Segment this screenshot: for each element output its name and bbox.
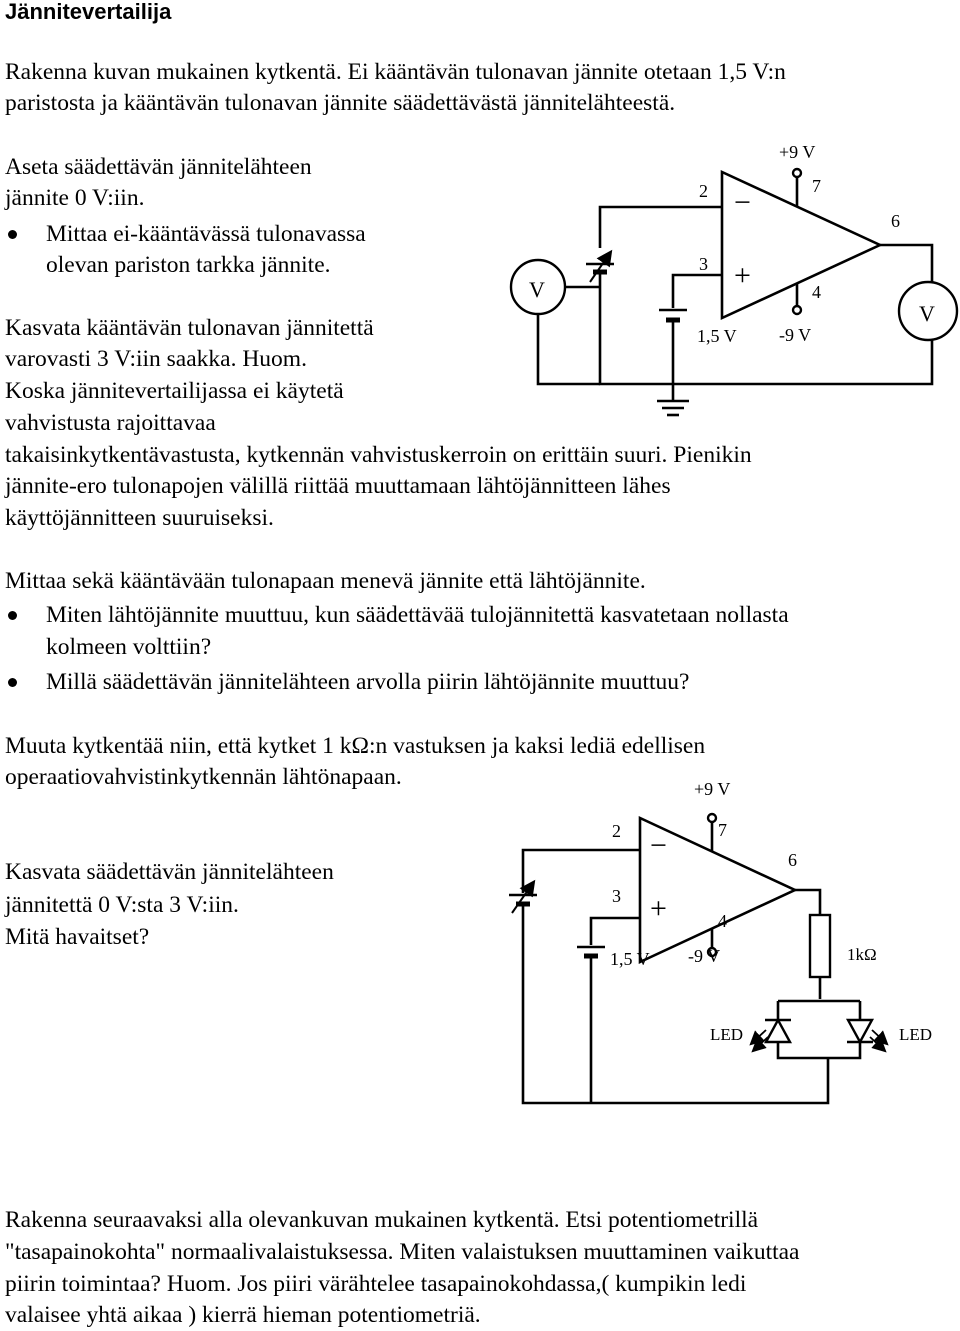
inverting-sign: − <box>650 829 667 862</box>
noninverting-sign: + <box>734 259 751 292</box>
pin7-label: 7 <box>812 176 821 196</box>
step1-line-1: Aseta säädettävän jännitelähteen <box>5 154 312 180</box>
comparator-circuit-1 <box>511 142 957 415</box>
return-wire <box>600 272 932 384</box>
step2-line-6: jännite-ero tulonapojen välillä riittää muuttamaan lähtöjännitteen lähes <box>5 473 671 499</box>
step5-line-1: Kasvata säädettävän jännitelähteen <box>5 859 334 885</box>
step6-line-4: valaisee yhtä aikaa ) kierrä hieman potentiometriä. <box>5 1302 481 1328</box>
page-title: Jännitevertailija <box>5 0 172 24</box>
bullet2-line-2: kolmeen volttiin? <box>46 634 212 660</box>
battery-label: 1,5 V <box>697 326 737 346</box>
bullet3-line: Millä säädettävän jännitelähteen arvolla piirin lähtöjännite muuttuu? <box>46 669 690 695</box>
step6-line-2: "tasapainokohta" normaalivalaistuksessa. Miten valaistuksen muuttaminen vaikuttaa <box>5 1239 800 1265</box>
voltmeter-input-wire-b <box>538 314 600 384</box>
supply-pos-terminal <box>793 169 801 177</box>
pin6-label: 6 <box>788 850 797 870</box>
return-wire <box>523 904 828 1103</box>
step2-line-4: vahvistusta rajoittavaa <box>5 410 216 436</box>
resistor <box>810 915 830 977</box>
pin2-label: 2 <box>612 821 621 841</box>
supply-neg-terminal <box>793 306 801 314</box>
step6-line-1: Rakenna seuraavaksi alla olevankuvan mukainen kytkentä. Etsi potentiometrillä <box>5 1207 759 1233</box>
bullet1-line-1: Mittaa ei-kääntävässä tulonavassa <box>46 221 366 247</box>
step4-line-2: operaatiovahvistinkytkennän lähtönapaan. <box>5 764 402 790</box>
pin4-label: 4 <box>718 911 727 931</box>
step2-line-1: Kasvata kääntävän tulonavan jännitettä <box>5 315 374 341</box>
pin6-label: 6 <box>891 211 900 231</box>
led-right-label: LED <box>899 1025 933 1044</box>
bullet2-line-1: Miten lähtöjännite muuttuu, kun säädettävää tulojännitettä kasvatetaan nollasta <box>46 602 789 628</box>
intro-line-2: paristosta ja kääntävän tulonavan jännite säädettävästä jännitelähteestä. <box>5 90 676 116</box>
output-wire <box>795 890 820 915</box>
noninverting-sign: + <box>650 892 667 925</box>
step5-line-3: Mitä havaitset? <box>5 924 150 950</box>
comparator-circuit-2 <box>509 779 932 1103</box>
pin7-label: 7 <box>718 820 727 840</box>
step3-line: Mittaa sekä kääntävään tulonapaan menevä jännite että lähtöjännite. <box>5 568 646 594</box>
pin3-label: 3 <box>612 886 621 906</box>
led-right <box>848 1020 872 1042</box>
step2-line-5: takaisinkytkentävastusta, kytkennän vahvistuskerroin on erittäin suuri. Pienikin <box>5 442 752 468</box>
led-loop <box>778 1001 860 1058</box>
supply-pos-terminal <box>708 814 716 822</box>
step5-line-2: jännitettä 0 V:sta 3 V:iin. <box>5 892 239 918</box>
bullet1-line-2: olevan pariston tarkka jännite. <box>46 252 331 278</box>
inverting-sign: − <box>734 186 751 219</box>
voltmeter-output-label: V <box>919 301 935 326</box>
output-wire <box>880 245 932 285</box>
resistor-label: 1kΩ <box>847 945 877 964</box>
inverting-input-wire <box>600 207 722 248</box>
step2-line-7: käyttöjännitteen suuruiseksi. <box>5 505 274 531</box>
intro-line-1: Rakenna kuvan mukainen kytkentä. Ei kääntävän tulonavan jännite otetaan 1,5 V:n <box>5 59 786 85</box>
step6-line-3: piirin toimintaa? Huom. Jos piiri värähtelee tasapainokohdassa,( kumpikin ledi <box>5 1271 747 1297</box>
step4-line-1: Muuta kytkentää niin, että kytket 1 kΩ:n vastuksen ja kaksi lediä edellisen <box>5 733 706 759</box>
supply-neg-label: -9 V <box>779 325 812 345</box>
supply-pos-label: +9 V <box>779 142 816 162</box>
pin3-label: 3 <box>699 254 708 274</box>
pin4-label: 4 <box>812 282 821 302</box>
noninverting-input-wire <box>591 918 640 945</box>
led-left-label: LED <box>710 1025 744 1044</box>
noninverting-input-wire <box>673 275 722 308</box>
step2-line-2: varovasti 3 V:iin saakka. Huom. <box>5 346 307 372</box>
voltmeter-input-label: V <box>529 277 545 302</box>
battery-label: 1,5 V <box>610 949 650 969</box>
step2-line-3: Koska jännitevertailijassa ei käytetä <box>5 378 344 404</box>
led-left <box>766 1020 790 1042</box>
inverting-input-wire <box>523 850 640 893</box>
pin2-label: 2 <box>699 181 708 201</box>
supply-neg-label: -9 V <box>688 946 721 966</box>
step1-line-2: jännite 0 V:iin. <box>5 185 145 211</box>
supply-pos-label: +9 V <box>694 779 731 799</box>
